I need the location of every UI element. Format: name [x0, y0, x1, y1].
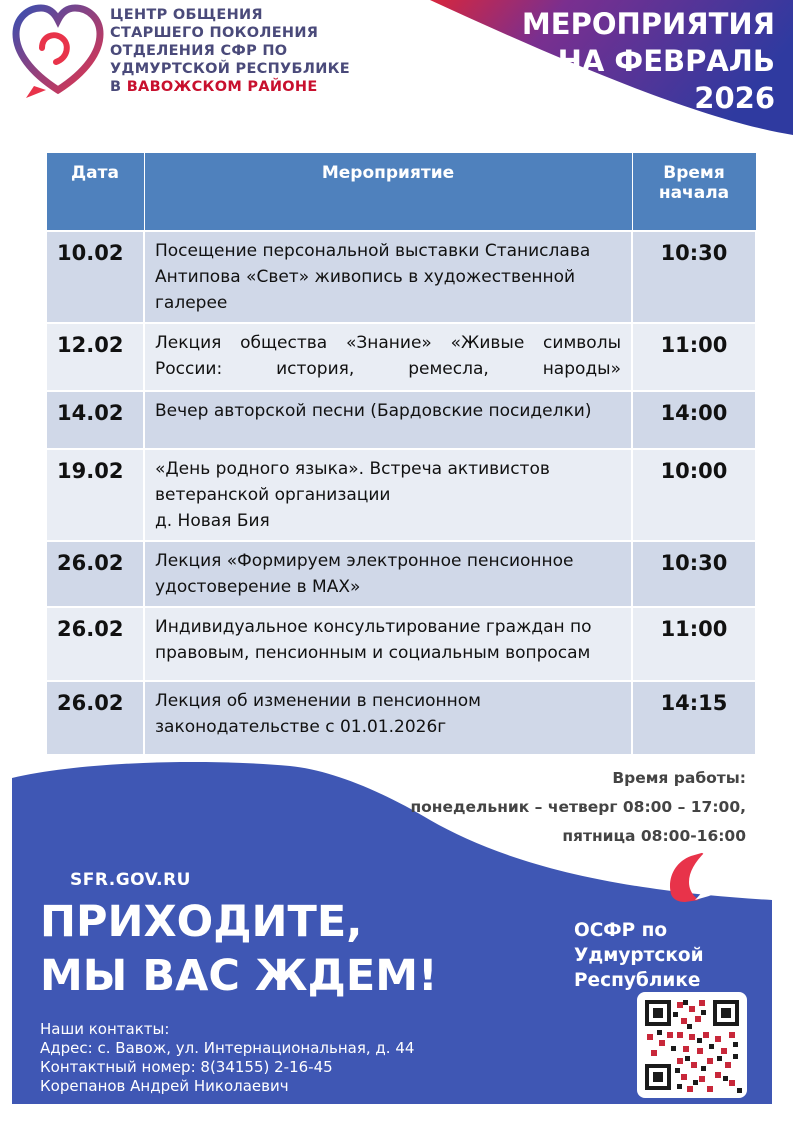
title-line-3: 2026	[694, 81, 775, 115]
slogan-line-1: ПРИХОДИТЕ,	[40, 897, 363, 947]
working-hours-weekdays: понедельник – четверг 08:00 – 17:00,	[410, 798, 746, 816]
contacts	[40, 1020, 414, 1096]
event-description-line: «День родного языка». Встреча активистов ветеранской организации	[155, 459, 550, 505]
website-link[interactable]: SFR.GOV.RU	[70, 870, 191, 890]
event-description: Индивидуальное консультирование граждан по правовым, пенсионным и социальным вопросам	[144, 607, 632, 681]
table-row	[46, 449, 756, 541]
org-line-4: УДМУРТСКОЙ РЕСПУБЛИКЕ	[110, 61, 350, 77]
org-line-1: ЦЕНТР ОБЩЕНИЯ	[110, 7, 263, 23]
table-row	[46, 681, 756, 755]
org-line-5-accent: ВАВОЖСКОМ РАЙОНЕ	[126, 79, 318, 95]
org-line-3: ОТДЕЛЕНИЯ СФР ПО	[110, 43, 288, 59]
event-date: 26.02	[46, 607, 144, 681]
event-description: Лекция общества «Знание» «Живые символы России: история, ремесла, народы»	[144, 323, 632, 391]
title-line-2: НА ФЕВРАЛЬ	[557, 44, 775, 78]
event-time: 10:30	[632, 541, 756, 607]
contacts-phone: Контактный номер: 8(34155) 2-16-45	[40, 1058, 333, 1076]
working-hours	[400, 764, 746, 851]
osfr-name	[574, 918, 704, 993]
org-line-2: СТАРШЕГО ПОКОЛЕНИЯ	[110, 25, 319, 41]
event-time: 10:00	[632, 449, 756, 541]
event-description	[144, 449, 632, 541]
event-description: Лекция об изменении в пенсионном законодательстве с 01.01.2026г	[144, 681, 632, 755]
table-row	[46, 323, 756, 391]
org-line-5-prefix: В	[110, 79, 127, 95]
osfr-line-1: ОСФР по	[574, 920, 668, 941]
working-hours-title: Время работы:	[612, 769, 746, 787]
event-date: 26.02	[46, 541, 144, 607]
organization-name	[110, 6, 350, 96]
event-description: Лекция «Формируем электронное пенсионное удостоверение в МАХ»	[144, 541, 632, 607]
events-table	[45, 152, 757, 756]
contacts-address: Адрес: с. Вавож, ул. Интернациональная, д. 44	[40, 1039, 415, 1057]
page-title	[522, 6, 775, 117]
event-time: 10:30	[632, 231, 756, 323]
event-description: Посещение персональной выставки Станислава Антипова «Свет» живопись в художественной галерее	[144, 231, 632, 323]
sfr-logo-icon	[665, 848, 735, 904]
table-header-row	[46, 153, 756, 232]
event-time: 14:15	[632, 681, 756, 755]
event-time: 14:00	[632, 391, 756, 449]
contacts-title: Наши контакты:	[40, 1020, 170, 1038]
slogan	[40, 895, 438, 1003]
osfr-line-3: Республике	[574, 970, 701, 991]
column-header-time: Время начала	[632, 153, 756, 232]
event-location: д. Новая Бия	[155, 511, 270, 531]
table-row	[46, 391, 756, 449]
working-hours-friday: пятница 08:00-16:00	[562, 827, 746, 845]
event-date: 26.02	[46, 681, 144, 755]
table-row	[46, 231, 756, 323]
org-line-5	[110, 78, 350, 96]
slogan-line-2: МЫ ВАС ЖДЕМ!	[40, 951, 438, 1001]
event-date: 19.02	[46, 449, 144, 541]
column-header-date: Дата	[46, 153, 144, 232]
event-date: 12.02	[46, 323, 144, 391]
event-time: 11:00	[632, 323, 756, 391]
title-line-1: МЕРОПРИЯТИЯ	[521, 7, 775, 41]
event-description: Вечер авторской песни (Бардовские посиделки)	[144, 391, 632, 449]
contacts-person: Корепанов Андрей Николаевич	[40, 1077, 289, 1095]
qr-code[interactable]	[637, 992, 747, 1098]
qr-code-icon	[637, 992, 747, 1098]
column-header-event: Мероприятие	[144, 153, 632, 232]
event-date: 10.02	[46, 231, 144, 323]
osfr-line-2: Удмуртской	[574, 945, 704, 966]
center-heart-logo	[12, 4, 104, 100]
event-date: 14.02	[46, 391, 144, 449]
event-time: 11:00	[632, 607, 756, 681]
table-row	[46, 541, 756, 607]
table-row	[46, 607, 756, 681]
